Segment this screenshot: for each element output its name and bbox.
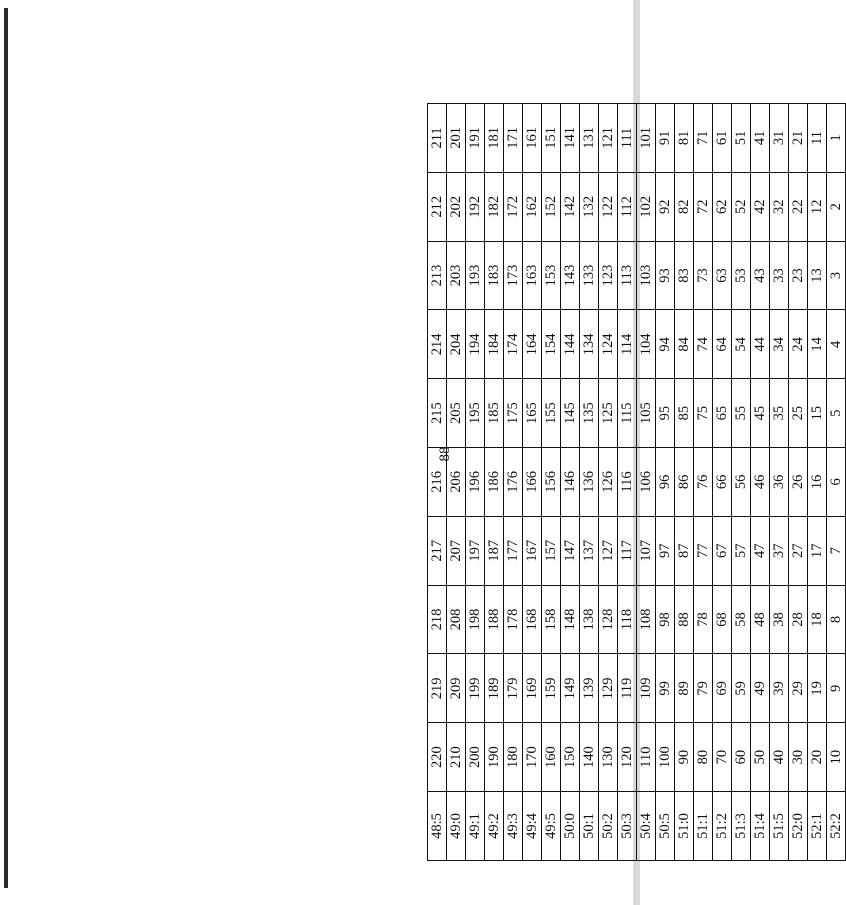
- value-cell: 130: [599, 723, 618, 792]
- value-cell: 126: [599, 448, 618, 517]
- value-cell: 61: [713, 104, 732, 173]
- value-cell: 99: [656, 654, 675, 723]
- value-cell: 189: [485, 654, 504, 723]
- value-cell: 196: [466, 448, 485, 517]
- value-cell: 164: [523, 310, 542, 379]
- value-cell: 121: [599, 104, 618, 173]
- value-cell: 31: [770, 104, 789, 173]
- table-row: [751, 104, 770, 861]
- value-cell: 192: [466, 172, 485, 241]
- value-cell: 133: [580, 241, 599, 310]
- value-cell: 205: [447, 379, 466, 448]
- value-cell: 144: [561, 310, 580, 379]
- value-cell: 206: [447, 448, 466, 517]
- value-cell: 74: [694, 310, 713, 379]
- value-cell: 34: [770, 310, 789, 379]
- row-key-cell: 51:1: [694, 792, 713, 861]
- value-cell: 188: [485, 585, 504, 654]
- value-cell: 207: [447, 516, 466, 585]
- value-cell: 182: [485, 172, 504, 241]
- value-cell: 15: [808, 379, 827, 448]
- value-cell: 42: [751, 172, 770, 241]
- value-cell: 185: [485, 379, 504, 448]
- value-cell: 17: [808, 516, 827, 585]
- value-cell: 176: [504, 448, 523, 517]
- table-row: [808, 104, 827, 861]
- value-cell: 28: [789, 585, 808, 654]
- value-cell: 4: [827, 310, 846, 379]
- value-cell: 29: [789, 654, 808, 723]
- value-cell: 159: [542, 654, 561, 723]
- table-row: [504, 104, 523, 861]
- value-cell: 58: [732, 585, 751, 654]
- value-cell: 86: [675, 448, 694, 517]
- table-row: [580, 104, 599, 861]
- value-cell: 217: [428, 516, 447, 585]
- value-cell: 131: [580, 104, 599, 173]
- row-key-cell: 51:5: [770, 792, 789, 861]
- value-cell: 194: [466, 310, 485, 379]
- row-key-cell: 51:3: [732, 792, 751, 861]
- value-cell: 96: [656, 448, 675, 517]
- row-key-cell: 49:4: [523, 792, 542, 861]
- value-cell: 209: [447, 654, 466, 723]
- value-cell: 158: [542, 585, 561, 654]
- value-cell: 127: [599, 516, 618, 585]
- value-cell: 115: [618, 379, 637, 448]
- value-cell: 16: [808, 448, 827, 517]
- table-row: [789, 104, 808, 861]
- value-cell: 92: [656, 172, 675, 241]
- page-number: 88: [437, 446, 453, 462]
- value-cell: 137: [580, 516, 599, 585]
- value-cell: 101: [637, 104, 656, 173]
- value-cell: 122: [599, 172, 618, 241]
- value-cell: 48: [751, 585, 770, 654]
- value-cell: 128: [599, 585, 618, 654]
- value-cell: 149: [561, 654, 580, 723]
- value-cell: 104: [637, 310, 656, 379]
- row-key-cell: 48:5: [428, 792, 447, 861]
- value-cell: 143: [561, 241, 580, 310]
- row-key-cell: 50:0: [561, 792, 580, 861]
- value-cell: 202: [447, 172, 466, 241]
- value-cell: 145: [561, 379, 580, 448]
- value-cell: 11: [808, 104, 827, 173]
- value-cell: 150: [561, 723, 580, 792]
- value-cell: 83: [675, 241, 694, 310]
- value-cell: 163: [523, 241, 542, 310]
- row-key-cell: 52:1: [808, 792, 827, 861]
- value-cell: 3: [827, 241, 846, 310]
- value-cell: 112: [618, 172, 637, 241]
- table-row: [485, 104, 504, 861]
- value-cell: 124: [599, 310, 618, 379]
- value-cell: 157: [542, 516, 561, 585]
- value-cell: 148: [561, 585, 580, 654]
- table-row: [561, 104, 580, 861]
- value-cell: 38: [770, 585, 789, 654]
- value-cell: 50: [751, 723, 770, 792]
- table-row: [675, 104, 694, 861]
- value-cell: 77: [694, 516, 713, 585]
- value-cell: 111: [618, 104, 637, 173]
- value-cell: 76: [694, 448, 713, 517]
- value-cell: 105: [637, 379, 656, 448]
- value-cell: 89: [675, 654, 694, 723]
- value-cell: 1: [827, 104, 846, 173]
- scan-edge-shadow-left: [4, 8, 8, 888]
- value-cell: 215: [428, 379, 447, 448]
- value-cell: 218: [428, 585, 447, 654]
- value-cell: 49: [751, 654, 770, 723]
- value-cell: 142: [561, 172, 580, 241]
- value-cell: 171: [504, 104, 523, 173]
- value-cell: 66: [713, 448, 732, 517]
- value-cell: 162: [523, 172, 542, 241]
- row-key-cell: 49:3: [504, 792, 523, 861]
- value-cell: 219: [428, 654, 447, 723]
- value-cell: 20: [808, 723, 827, 792]
- value-cell: 47: [751, 516, 770, 585]
- table-row: [656, 104, 675, 861]
- value-cell: 57: [732, 516, 751, 585]
- value-cell: 116: [618, 448, 637, 517]
- value-cell: 170: [523, 723, 542, 792]
- value-cell: 216: [428, 448, 447, 517]
- value-table-body: [428, 104, 846, 861]
- value-cell: 79: [694, 654, 713, 723]
- value-cell: 59: [732, 654, 751, 723]
- value-cell: 103: [637, 241, 656, 310]
- table-row: [713, 104, 732, 861]
- value-cell: 166: [523, 448, 542, 517]
- value-cell: 27: [789, 516, 808, 585]
- value-cell: 187: [485, 516, 504, 585]
- row-key-cell: 51:2: [713, 792, 732, 861]
- value-cell: 73: [694, 241, 713, 310]
- value-cell: 201: [447, 104, 466, 173]
- value-table-rotated: [427, 103, 844, 861]
- value-cell: 200: [466, 723, 485, 792]
- value-cell: 155: [542, 379, 561, 448]
- value-cell: 5: [827, 379, 846, 448]
- value-cell: 53: [732, 241, 751, 310]
- value-cell: 140: [580, 723, 599, 792]
- value-cell: 136: [580, 448, 599, 517]
- value-cell: 180: [504, 723, 523, 792]
- value-cell: 113: [618, 241, 637, 310]
- value-cell: 64: [713, 310, 732, 379]
- value-cell: 97: [656, 516, 675, 585]
- table-row: [827, 104, 846, 861]
- value-cell: 12: [808, 172, 827, 241]
- value-cell: 125: [599, 379, 618, 448]
- value-cell: 21: [789, 104, 808, 173]
- value-cell: 179: [504, 654, 523, 723]
- value-cell: 220: [428, 723, 447, 792]
- value-cell: 69: [713, 654, 732, 723]
- value-cell: 107: [637, 516, 656, 585]
- row-key-cell: 50:3: [618, 792, 637, 861]
- value-cell: 208: [447, 585, 466, 654]
- value-cell: 25: [789, 379, 808, 448]
- value-cell: 123: [599, 241, 618, 310]
- value-cell: 41: [751, 104, 770, 173]
- row-key-cell: 51:4: [751, 792, 770, 861]
- row-key-cell: 52:2: [827, 792, 846, 861]
- value-cell: 70: [713, 723, 732, 792]
- value-cell: 184: [485, 310, 504, 379]
- value-cell: 75: [694, 379, 713, 448]
- value-cell: 78: [694, 585, 713, 654]
- value-cell: 183: [485, 241, 504, 310]
- row-key-cell: 49:0: [447, 792, 466, 861]
- value-cell: 165: [523, 379, 542, 448]
- value-cell: 195: [466, 379, 485, 448]
- value-cell: 172: [504, 172, 523, 241]
- value-cell: 46: [751, 448, 770, 517]
- value-cell: 151: [542, 104, 561, 173]
- value-cell: 35: [770, 379, 789, 448]
- value-cell: 68: [713, 585, 732, 654]
- table-row: [542, 104, 561, 861]
- value-cell: 19: [808, 654, 827, 723]
- value-cell: 117: [618, 516, 637, 585]
- value-cell: 100: [656, 723, 675, 792]
- value-cell: 154: [542, 310, 561, 379]
- value-cell: 54: [732, 310, 751, 379]
- value-cell: 90: [675, 723, 694, 792]
- value-cell: 199: [466, 654, 485, 723]
- value-cell: 152: [542, 172, 561, 241]
- value-cell: 161: [523, 104, 542, 173]
- value-cell: 94: [656, 310, 675, 379]
- row-key-cell: 49:5: [542, 792, 561, 861]
- value-cell: 36: [770, 448, 789, 517]
- value-cell: 204: [447, 310, 466, 379]
- value-cell: 129: [599, 654, 618, 723]
- value-cell: 203: [447, 241, 466, 310]
- value-cell: 55: [732, 379, 751, 448]
- table-row: [428, 104, 447, 861]
- value-cell: 81: [675, 104, 694, 173]
- value-cell: 43: [751, 241, 770, 310]
- value-cell: 186: [485, 448, 504, 517]
- value-cell: 213: [428, 241, 447, 310]
- value-cell: 141: [561, 104, 580, 173]
- value-table: [427, 103, 846, 861]
- value-cell: 178: [504, 585, 523, 654]
- value-cell: 110: [637, 723, 656, 792]
- value-cell: 168: [523, 585, 542, 654]
- value-cell: 156: [542, 448, 561, 517]
- value-cell: 30: [789, 723, 808, 792]
- table-row: [618, 104, 637, 861]
- row-key-cell: 49:2: [485, 792, 504, 861]
- value-cell: 84: [675, 310, 694, 379]
- value-cell: 10: [827, 723, 846, 792]
- value-cell: 2: [827, 172, 846, 241]
- value-cell: 135: [580, 379, 599, 448]
- value-cell: 119: [618, 654, 637, 723]
- value-cell: 33: [770, 241, 789, 310]
- value-cell: 8: [827, 585, 846, 654]
- value-cell: 93: [656, 241, 675, 310]
- value-cell: 106: [637, 448, 656, 517]
- value-cell: 167: [523, 516, 542, 585]
- value-cell: 160: [542, 723, 561, 792]
- value-cell: 14: [808, 310, 827, 379]
- value-cell: 198: [466, 585, 485, 654]
- row-key-cell: 50:1: [580, 792, 599, 861]
- value-cell: 139: [580, 654, 599, 723]
- value-cell: 191: [466, 104, 485, 173]
- value-cell: 13: [808, 241, 827, 310]
- value-cell: 88: [675, 585, 694, 654]
- value-cell: 37: [770, 516, 789, 585]
- table-row: [694, 104, 713, 861]
- table-row: [447, 104, 466, 861]
- value-cell: 63: [713, 241, 732, 310]
- value-cell: 9: [827, 654, 846, 723]
- value-cell: 44: [751, 310, 770, 379]
- value-cell: 211: [428, 104, 447, 173]
- value-cell: 72: [694, 172, 713, 241]
- table-row: [523, 104, 542, 861]
- value-cell: 40: [770, 723, 789, 792]
- value-cell: 120: [618, 723, 637, 792]
- table-row: [770, 104, 789, 861]
- value-cell: 114: [618, 310, 637, 379]
- value-cell: 56: [732, 448, 751, 517]
- value-cell: 65: [713, 379, 732, 448]
- value-cell: 24: [789, 310, 808, 379]
- value-cell: 214: [428, 310, 447, 379]
- table-row: [732, 104, 751, 861]
- value-cell: 80: [694, 723, 713, 792]
- value-cell: 132: [580, 172, 599, 241]
- value-cell: 67: [713, 516, 732, 585]
- value-cell: 45: [751, 379, 770, 448]
- value-cell: 190: [485, 723, 504, 792]
- value-cell: 52: [732, 172, 751, 241]
- row-key-cell: 50:4: [637, 792, 656, 861]
- row-key-cell: 51:0: [675, 792, 694, 861]
- row-key-cell: 50:2: [599, 792, 618, 861]
- value-cell: 197: [466, 516, 485, 585]
- table-row: [466, 104, 485, 861]
- value-cell: 62: [713, 172, 732, 241]
- value-cell: 175: [504, 379, 523, 448]
- row-key-cell: 52:0: [789, 792, 808, 861]
- value-cell: 71: [694, 104, 713, 173]
- value-cell: 60: [732, 723, 751, 792]
- value-cell: 87: [675, 516, 694, 585]
- value-cell: 109: [637, 654, 656, 723]
- value-cell: 153: [542, 241, 561, 310]
- value-cell: 32: [770, 172, 789, 241]
- value-cell: 173: [504, 241, 523, 310]
- value-cell: 91: [656, 104, 675, 173]
- value-cell: 39: [770, 654, 789, 723]
- value-cell: 177: [504, 516, 523, 585]
- value-cell: 210: [447, 723, 466, 792]
- table-row: [637, 104, 656, 861]
- row-key-cell: 50:5: [656, 792, 675, 861]
- value-cell: 212: [428, 172, 447, 241]
- value-cell: 108: [637, 585, 656, 654]
- value-cell: 22: [789, 172, 808, 241]
- row-key-cell: 49:1: [466, 792, 485, 861]
- value-cell: 18: [808, 585, 827, 654]
- value-cell: 7: [827, 516, 846, 585]
- value-cell: 174: [504, 310, 523, 379]
- value-cell: 95: [656, 379, 675, 448]
- value-cell: 82: [675, 172, 694, 241]
- value-cell: 23: [789, 241, 808, 310]
- value-cell: 134: [580, 310, 599, 379]
- value-cell: 193: [466, 241, 485, 310]
- value-cell: 138: [580, 585, 599, 654]
- value-cell: 51: [732, 104, 751, 173]
- value-cell: 118: [618, 585, 637, 654]
- value-cell: 98: [656, 585, 675, 654]
- table-row: [599, 104, 618, 861]
- value-cell: 102: [637, 172, 656, 241]
- value-cell: 85: [675, 379, 694, 448]
- value-cell: 146: [561, 448, 580, 517]
- value-cell: 147: [561, 516, 580, 585]
- value-cell: 26: [789, 448, 808, 517]
- value-cell: 181: [485, 104, 504, 173]
- value-cell: 6: [827, 448, 846, 517]
- value-cell: 169: [523, 654, 542, 723]
